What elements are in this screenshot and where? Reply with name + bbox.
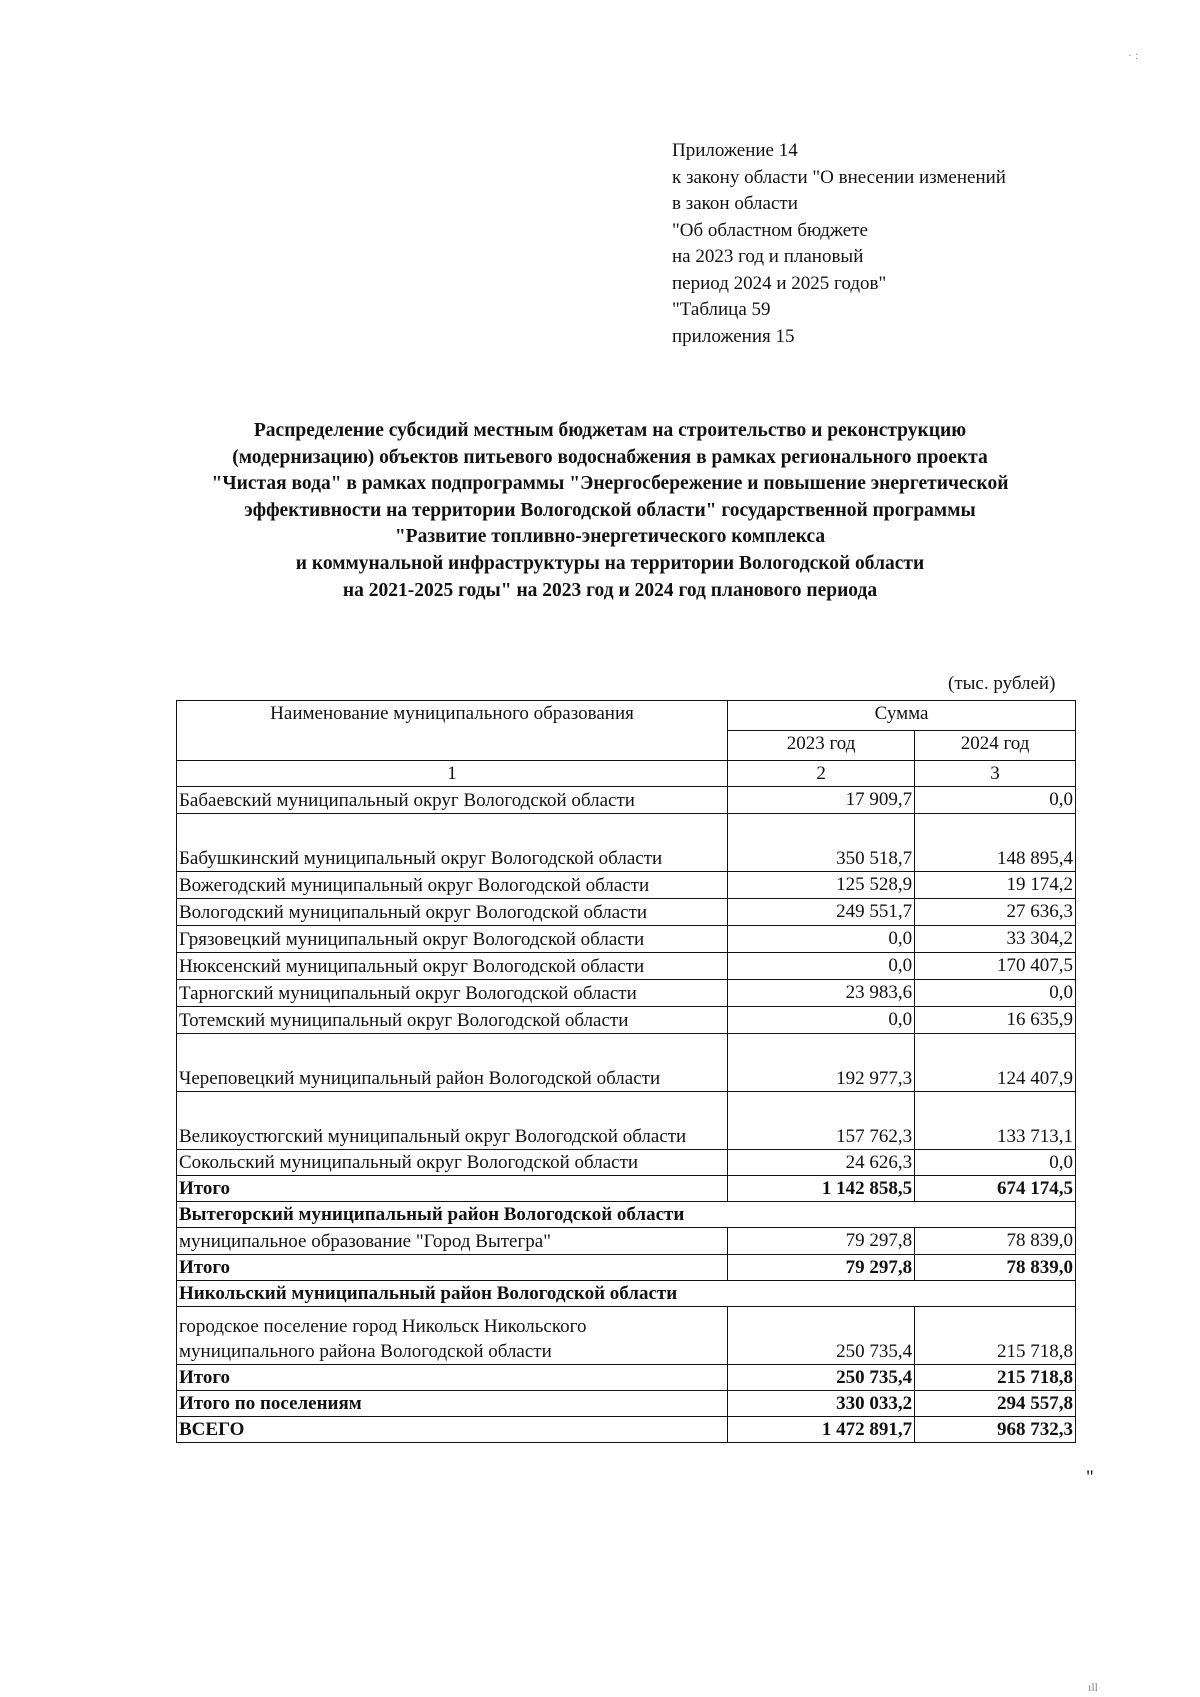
section-title: Никольский муниципальный район Вологодской области: [177, 1281, 1076, 1307]
value-2024: 148 895,4: [915, 814, 1076, 872]
table-header-row: [177, 701, 1076, 731]
table-row: [177, 899, 1076, 926]
title-line: "Развитие топливно-энергетического комплекса: [394, 526, 826, 548]
table-row: [177, 814, 1076, 872]
settlements-total-row: [177, 1391, 1076, 1417]
table-row: [177, 1007, 1076, 1034]
table-row: [177, 1307, 1076, 1365]
value-2024: 170 407,5: [915, 953, 1076, 980]
scan-artifact: ıll: [1088, 1680, 1099, 1694]
row-name: городское поселение город Никольск Никольского муниципального района Вологодской области: [177, 1307, 728, 1365]
value-2024: 16 635,9: [915, 1007, 1076, 1034]
appendix-line: в закон области: [672, 193, 798, 214]
value-2023: 0,0: [728, 926, 915, 953]
subtotal-row: [177, 1255, 1076, 1281]
value-2024: 124 407,9: [915, 1034, 1076, 1092]
document-title: [150, 418, 1070, 604]
table-row: [177, 1150, 1076, 1176]
table-number-row: [177, 761, 1076, 787]
header-year-2024: 2024 год: [915, 731, 1076, 761]
row-name: Нюксенский муниципальный округ Вологодской области: [177, 953, 728, 980]
value-2024: 27 636,3: [915, 899, 1076, 926]
row-name: Бабаевский муниципальный округ Вологодской области: [177, 787, 728, 814]
grand-total-row: [177, 1417, 1076, 1443]
appendix-line: период 2024 и 2025 годов": [672, 272, 887, 294]
header-sum: Сумма: [728, 701, 1076, 731]
value-2023: 23 983,6: [728, 980, 915, 1007]
value-2024: 78 839,0: [915, 1255, 1076, 1281]
value-2023: 249 551,7: [728, 899, 915, 926]
value-2023: 24 626,3: [728, 1150, 915, 1176]
value-2023: 0,0: [728, 1007, 915, 1034]
subtotal-row: [177, 1365, 1076, 1391]
title-line: на 2021-2025 годы" на 2023 год и 2024 год планового периода: [342, 579, 878, 601]
header-name: Наименование муниципального образования: [177, 701, 728, 761]
header-year-2023: 2023 год: [728, 731, 915, 761]
appendix-line: к закону области "О внесении изменений: [672, 166, 1006, 188]
title-line: Распределение субсидий местным бюджетам на строительство и реконструкцию: [253, 420, 967, 441]
table-row: [177, 787, 1076, 814]
table-row: [177, 980, 1076, 1007]
row-name: Тотемский муниципальный округ Вологодской области: [177, 1007, 728, 1034]
column-number: 1: [177, 761, 728, 787]
row-name: Тарногский муниципальный округ Вологодской области: [177, 980, 728, 1007]
value-2023: 250 735,4: [728, 1365, 915, 1391]
value-2023: 330 033,2: [728, 1391, 915, 1417]
value-2024: 0,0: [915, 787, 1076, 814]
row-name: Итого по поселениям: [177, 1391, 728, 1417]
title-line: (модернизацию) объектов питьевого водоснабжения в рамках регионального проекта: [232, 446, 988, 468]
title-line: "Чистая вода" в рамках подпрограммы "Энергосбережение и повышение энергетической: [211, 473, 1009, 495]
title-line: и коммунальной инфраструктуры на территории Вологодской области: [295, 552, 925, 574]
table-row: [177, 872, 1076, 899]
value-2023: 350 518,7: [728, 814, 915, 872]
appendix-line: "Об областном бюджете: [672, 219, 868, 241]
title-line: эффективности на территории Вологодской области" государственной программы: [244, 499, 976, 521]
value-2023: 125 528,9: [728, 872, 915, 899]
row-name: Итого: [177, 1365, 728, 1391]
closing-quote: ": [1086, 1467, 1094, 1488]
row-name: муниципальное образование "Город Вытегра": [177, 1228, 728, 1255]
value-2023: 79 297,8: [728, 1255, 915, 1281]
column-number: 2: [728, 761, 915, 787]
section-header-row: [177, 1281, 1076, 1307]
table-row: [177, 1228, 1076, 1255]
value-2024: 0,0: [915, 1150, 1076, 1176]
value-2024: 19 174,2: [915, 872, 1076, 899]
table-row: [177, 1092, 1076, 1150]
value-2024: 968 732,3: [915, 1417, 1076, 1443]
row-name: Итого: [177, 1255, 728, 1281]
row-name: Вожегодский муниципальный округ Вологодской области: [177, 872, 728, 899]
table-row: [177, 953, 1076, 980]
value-2023: 79 297,8: [728, 1228, 915, 1255]
value-2023: 192 977,3: [728, 1034, 915, 1092]
section-header-row: [177, 1202, 1076, 1228]
value-2023: 17 909,7: [728, 787, 915, 814]
row-name: ВСЕГО: [177, 1417, 728, 1443]
appendix-line: Приложение 14: [672, 140, 798, 161]
row-name: Бабушкинский муниципальный округ Вологодской области: [177, 814, 728, 872]
value-2024: 78 839,0: [915, 1228, 1076, 1255]
value-2023: 1 142 858,5: [728, 1176, 915, 1202]
column-number: 3: [915, 761, 1076, 787]
value-2024: 33 304,2: [915, 926, 1076, 953]
value-2023: 1 472 891,7: [728, 1417, 915, 1443]
row-name: Череповецкий муниципальный район Вологодской области: [177, 1034, 728, 1092]
value-2024: 0,0: [915, 980, 1076, 1007]
row-name: Грязовецкий муниципальный округ Вологодской области: [177, 926, 728, 953]
row-name: Вологодский муниципальный округ Вологодской области: [177, 899, 728, 926]
value-2024: 215 718,8: [915, 1365, 1076, 1391]
value-2024: 674 174,5: [915, 1176, 1076, 1202]
value-2023: 250 735,4: [728, 1307, 915, 1365]
value-2023: 157 762,3: [728, 1092, 915, 1150]
table-row: [177, 1034, 1076, 1092]
row-name: Итого: [177, 1176, 728, 1202]
value-2024: 215 718,8: [915, 1307, 1076, 1365]
row-name: Сокольский муниципальный округ Вологодской области: [177, 1150, 728, 1176]
appendix-line: "Таблица 59: [672, 299, 771, 320]
appendix-line: приложения 15: [672, 325, 795, 347]
appendix-note: [672, 138, 1006, 350]
subsidy-table: [176, 700, 1076, 1443]
scan-artifact: · :: [1128, 48, 1139, 62]
units-label: (тыс. рублей): [948, 673, 1056, 694]
value-2024: 133 713,1: [915, 1092, 1076, 1150]
row-name: Великоустюгский муниципальный округ Вологодской области: [177, 1092, 728, 1150]
subtotal-row: [177, 1176, 1076, 1202]
section-title: Вытегорский муниципальный район Вологодской области: [177, 1202, 1076, 1228]
value-2024: 294 557,8: [915, 1391, 1076, 1417]
appendix-line: на 2023 год и плановый: [672, 246, 864, 267]
table-row: [177, 926, 1076, 953]
value-2023: 0,0: [728, 953, 915, 980]
